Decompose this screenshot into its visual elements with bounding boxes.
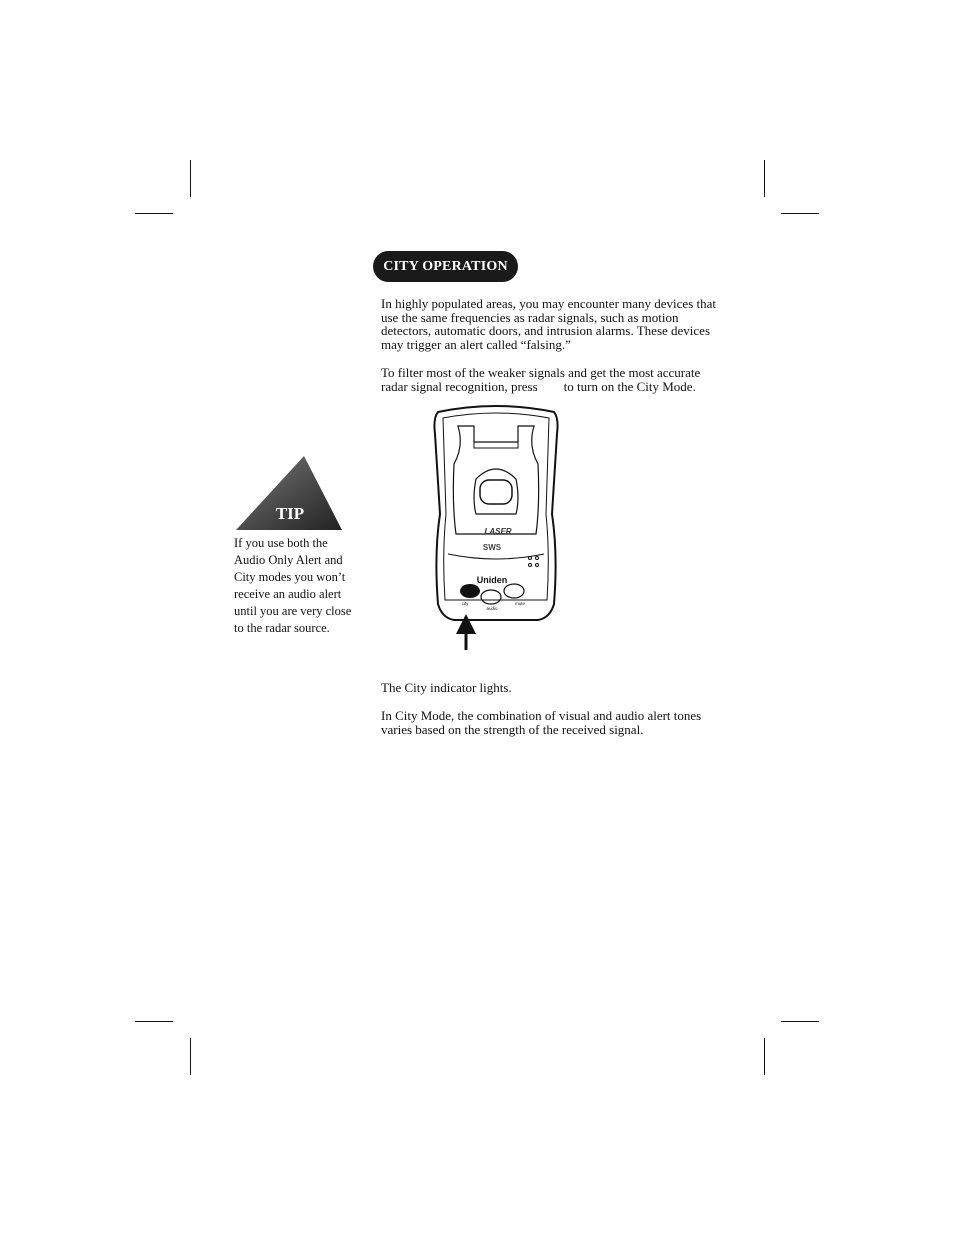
uniden-logo: Uniden — [476, 575, 508, 585]
arrow-shaft — [465, 633, 468, 650]
sws-logo: SWS — [482, 543, 502, 552]
paragraph-falsing: In highly populated areas, you may encounter many devices that use the same frequencies as radar signals, such as motion detectors, automatic doors, and intrusion alarms. These devices may trigger an alert called “falsing.” — [381, 296, 717, 352]
crop-mark — [764, 160, 765, 197]
paragraph-indicator: The City indicator lights. — [381, 680, 512, 695]
crop-mark — [135, 213, 173, 214]
laser-logo: LASER — [484, 527, 512, 536]
radar-detector-illustration — [428, 404, 564, 650]
mute-button-label: mute — [514, 601, 526, 606]
crop-mark — [135, 1021, 173, 1022]
audio-button[interactable] — [481, 590, 501, 604]
city-button[interactable] — [460, 584, 480, 598]
tip-badge — [234, 454, 346, 532]
mute-button[interactable] — [504, 584, 524, 598]
city-button-label: city — [461, 601, 469, 606]
tip-label: TIP — [275, 504, 305, 523]
arrow-up-icon — [456, 614, 476, 634]
paragraph-city-mode: In City Mode, the combination of visual and audio alert tones varies based on the strength of the received signal. — [381, 708, 702, 737]
crop-mark — [190, 160, 191, 197]
section-heading: CITY OPERATION — [373, 251, 518, 282]
crop-mark — [781, 1021, 819, 1022]
crop-mark — [190, 1038, 191, 1075]
audio-button-label: audio — [486, 606, 498, 611]
crop-mark — [764, 1038, 765, 1075]
tip-text: If you use both the Audio Only Alert and City modes you won’t receive an audio alert until you are very close to the radar source. — [234, 536, 352, 635]
crop-mark — [781, 213, 819, 214]
paragraph-filter: To filter most of the weaker signals and get the most accurate radar signal recognition, press to turn on the City Mode. — [381, 365, 704, 394]
